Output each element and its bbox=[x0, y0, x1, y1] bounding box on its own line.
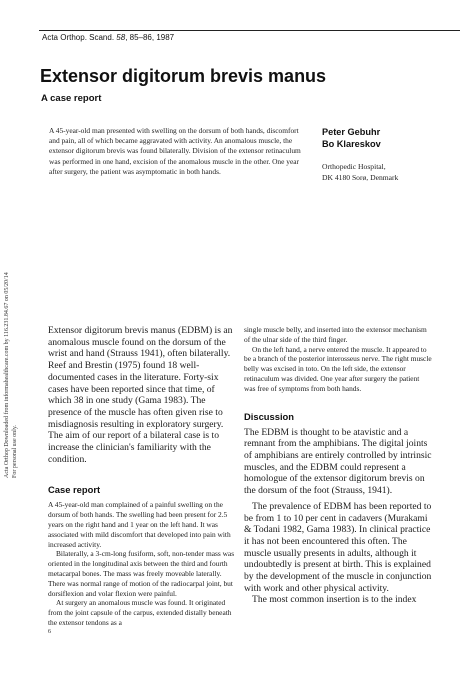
discussion-heading: Discussion bbox=[244, 410, 295, 422]
left-column bbox=[48, 325, 238, 636]
footer-mark: 6 bbox=[48, 628, 51, 635]
case-paragraph: A 45-year-old man complained of a painful swelling on the dorsum of both hands. The swelling had been present for 2.5 years on the right hand and 1 year on the left hand. It was associated with mild discomfort that developed into pain with increased activity. bbox=[48, 500, 231, 549]
case-paragraph: single muscle belly, and inserted into the extensor mechanism of the ulnar side of the third finger. bbox=[244, 325, 427, 344]
author-name: Peter Gebuhr bbox=[322, 127, 381, 137]
affiliation bbox=[322, 162, 467, 183]
affiliation-line: DK 4180 Sorø, Denmark bbox=[322, 172, 399, 182]
sidebar-notice bbox=[4, 8, 19, 478]
article-subtitle: A case report bbox=[41, 93, 102, 104]
discussion-paragraph: The EDBM is thought to be atavistic and a remnant from the amphibians. The digital joints of amphibians are entirely controlled by intrinsic muscles, and the EDBM could represent a homologue of the extensor digitorum brevis on the dorsum of the foot (Strauss, 1941). bbox=[244, 426, 432, 497]
case-paragraph: On the left hand, a nerve entered the muscle. It appeared to be a branch of the posterior interosseus nerve. The right muscle belly was excised in toto. On the left side, the extensor retinaculum was divided. One year after surgery the patient was free of symptoms from both hands. bbox=[244, 344, 432, 393]
affiliation-line: Orthopedic Hospital, bbox=[322, 162, 386, 171]
download-notice: Acta Orthop Downloaded from informahealthcare.com by 116.231.84.67 on 05/20/14 bbox=[4, 272, 10, 478]
case-paragraph: Bilaterally, a 3-cm-long fusiform, soft, non-tender mass was oriented in the longitudinal axis between the third and fourth metacarpal bones. The mass was freely moveable laterally. There was normal range of motion of the radiocarpal joint, but dorsiflexion and volar flexion were painful. bbox=[48, 549, 235, 598]
discussion-paragraph: The prevalence of EDBM has been reported to be from 1 to 10 per cent in cadavers (Murakami & Todani 1982, Gama 1983). In clinical practice it has not been encountered this often. The muscle usually presents in adults, although it undoubtedly is present at birth. This is explained by the development of the muscle in conjunction with work and other physical activity. bbox=[244, 500, 432, 594]
journal-volume: 58 bbox=[116, 33, 126, 42]
download-sidebar bbox=[0, 0, 34, 694]
article-title: Extensor digitorum brevis manus bbox=[40, 66, 327, 86]
abstract: A 45-year-old man presented with swelling on the dorsum of both hands, discomfort and pain, all of which became aggravated with activity. An anomalous muscle, the extensor digitorum brevis was found bilaterally. Division of the extensor retinaculum was performed in one hand, excision of the anomalous muscle in the other. One year after surgery, the patient was asymptomatic in both hands. bbox=[49, 126, 301, 176]
header-rule bbox=[39, 30, 460, 31]
personal-use-notice: For personal use only. bbox=[11, 425, 18, 478]
case-report-heading: Case report bbox=[48, 484, 101, 496]
case-paragraph: At surgery an anomalous muscle was found. It originated from the joint capsule of the carpus, extended distally beneath the extensor tendons as a bbox=[48, 598, 232, 627]
right-column bbox=[244, 325, 432, 606]
journal-pages: , 85–86, 1987 bbox=[125, 33, 175, 42]
author-block bbox=[322, 126, 467, 183]
intro-paragraph: Extensor digitorum brevis manus (EDBM) is an anomalous muscle found on the dorsum of the wrist and hand (Strauss 1941), often bilaterally. Reef and Brestin (1975) found 18 well-documented cases in the literature. Forty-six cases have been reported since that time, of which 38 in one study (Gama 1983). The presence of the muscle has often given rise to misdiagnosis resulting in exploratory surgery. The aim of our report of a bilateral case is to increase the clinician's familiarity with the condition. bbox=[48, 325, 233, 465]
journal-reference bbox=[42, 33, 174, 42]
discussion-paragraph: The most common insertion is to the index bbox=[252, 594, 417, 606]
author-name: Bo Klareskov bbox=[322, 139, 381, 149]
journal-name: Acta Orthop. Scand. bbox=[42, 33, 115, 42]
